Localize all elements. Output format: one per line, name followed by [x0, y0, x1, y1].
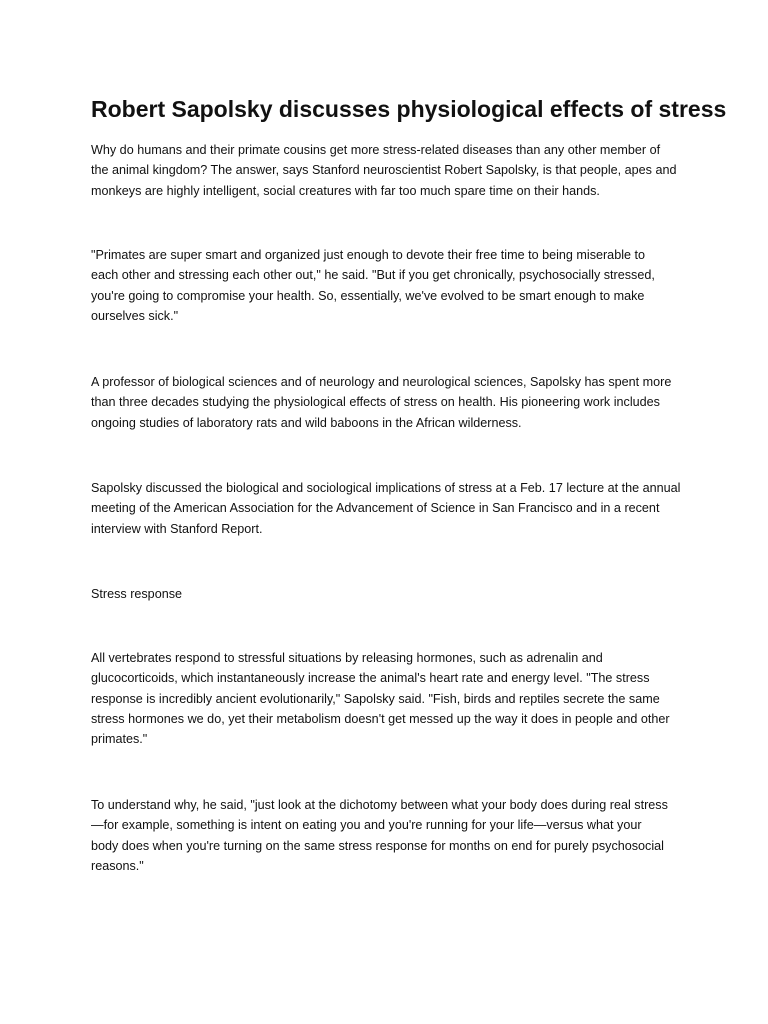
text-line: interview with Stanford Report.: [91, 521, 263, 536]
paragraph-dichotomy: [91, 795, 696, 876]
text-line: To understand why, he said, "just look at the dichotomy between what your body does during real stress: [91, 798, 668, 812]
text-line: Stress response: [91, 587, 182, 601]
text-line: "Primates are super smart and organized just enough to devote their free time to being miserable to: [91, 248, 645, 262]
text-line: ourselves sick.": [91, 308, 179, 323]
text-line: body does when you're turning on the same stress response for months on end for purely psychosocial: [91, 838, 664, 853]
document-title: Robert Sapolsky discusses physiological effects of stress: [91, 96, 727, 122]
text-line: primates.": [91, 732, 148, 747]
paragraph-quote: [91, 245, 696, 326]
paragraph-professor: [91, 372, 696, 433]
paragraph-lecture: [91, 478, 696, 539]
text-line: meeting of the American Association for the Advancement of Science in San Francisco and in a recent: [91, 501, 660, 516]
text-line: reasons.": [91, 858, 144, 873]
text-line: Sapolsky discussed the biological and sociological implications of stress at a Feb. 17 lecture at the annual: [91, 481, 681, 495]
text-line: than three decades studying the physiological effects of stress on health. His pioneering work includes: [91, 395, 660, 410]
paragraph-vertebrates: [91, 648, 696, 749]
text-line: you're going to compromise your health. So, essentially, we've evolved to be smart enough to make: [91, 288, 645, 303]
text-line: glucocorticoids, which instantaneously increase the animal's heart rate and energy level. "The stress: [91, 671, 650, 686]
text-line: —for example, something is intent on eating you and you're running for your life—versus what your: [91, 818, 642, 833]
text-line: All vertebrates respond to stressful situations by releasing hormones, such as adrenalin and: [91, 651, 603, 665]
text-line: each other and stressing each other out," he said. "But if you get chronically, psychosocially stressed,: [91, 268, 655, 283]
section-heading-stress-response: [91, 584, 696, 604]
text-line: monkeys are highly intelligent, social creatures with far too much spare time on their hands.: [91, 183, 600, 198]
text-line: the animal kingdom? The answer, says Stanford neuroscientist Robert Sapolsky, is that people, apes and: [91, 163, 677, 178]
paragraph-intro: [91, 140, 696, 201]
text-line: A professor of biological sciences and of neurology and neurological sciences, Sapolsky has spent more: [91, 375, 672, 389]
text-line: Why do humans and their primate cousins get more stress-related diseases than any other member of: [91, 143, 661, 157]
text-line: response is incredibly ancient evolutionarily," Sapolsky said. "Fish, birds and reptiles secrete the same: [91, 691, 660, 706]
text-line: stress hormones we do, yet their metabolism doesn't get messed up the way it does in people and other: [91, 711, 670, 726]
text-line: ongoing studies of laboratory rats and wild baboons in the African wilderness.: [91, 415, 522, 430]
